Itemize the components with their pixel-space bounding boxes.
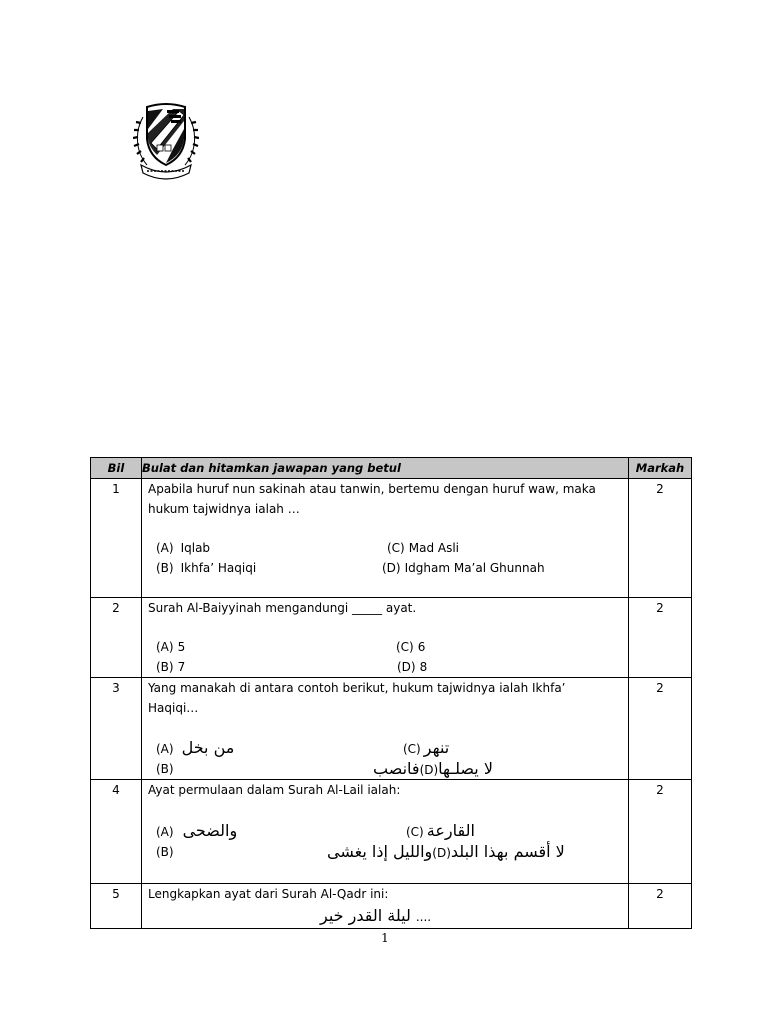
question-cell — [142, 884, 629, 929]
option-a[interactable] — [156, 637, 185, 657]
option-text: لا يصلـها — [438, 759, 493, 778]
option-text: فانصب — [373, 759, 420, 778]
option-label: (A) — [156, 825, 174, 839]
option-text: والليل إذا يغشى — [327, 842, 433, 861]
option-text: Idgham Ma’al Ghunnah — [404, 561, 545, 575]
option-label: (C) — [406, 825, 424, 839]
question-number: 5 — [91, 884, 142, 929]
option-label: (C) — [396, 640, 414, 654]
option-label: (D) — [419, 763, 439, 777]
question-cell — [142, 678, 629, 780]
answer-line[interactable] — [320, 906, 431, 926]
markah-value: 2 — [629, 780, 692, 884]
option-d[interactable] — [382, 558, 545, 578]
option-label: (D) — [432, 846, 451, 860]
option-a[interactable] — [156, 538, 210, 558]
table-row — [91, 884, 692, 929]
option-c[interactable] — [396, 637, 425, 657]
option-label: (D) — [382, 561, 401, 575]
question-stem-line: Apabila huruf nun sakinah atau tanwin, bertemu dengan huruf waw, maka — [148, 482, 596, 496]
option-label: (A) — [156, 742, 174, 756]
markah-value: 2 — [629, 598, 692, 678]
option-b[interactable] — [156, 558, 256, 578]
option-label: (B) — [156, 660, 174, 674]
question-number: 3 — [91, 678, 142, 780]
option-text: 6 — [417, 640, 426, 654]
option-a[interactable] — [156, 738, 234, 758]
table-row — [91, 479, 692, 598]
option-b[interactable] — [156, 759, 174, 779]
header-bil: Bil — [91, 458, 142, 479]
school-crest-icon — [133, 99, 199, 181]
option-c[interactable] — [406, 821, 475, 841]
page-number: 1 — [381, 931, 389, 945]
header-markah: Markah — [629, 458, 692, 479]
question-cell — [142, 479, 629, 598]
answer-text: ليلة القدر خير — [320, 906, 411, 925]
question-stem-line: Surah Al-Baiyyinah mengandungi _____ ayat. — [148, 601, 417, 615]
question-stem-line: Yang manakah di antara contoh berikut, hukum tajwidnya ialah Ikhfa’ — [148, 681, 566, 695]
option-text: تنهر — [423, 738, 450, 757]
question-stem-line: Ayat permulaan dalam Surah Al-Lail ialah: — [148, 783, 401, 797]
option-label: (D) — [397, 660, 416, 674]
option-label: (A) — [156, 640, 174, 654]
option-b[interactable] — [156, 842, 174, 862]
option-d[interactable] — [397, 657, 427, 677]
question-number: 1 — [91, 479, 142, 598]
table-row — [91, 780, 692, 884]
option-label: (B) — [156, 845, 174, 859]
option-text: لا أقسم بهذا البلد — [450, 842, 565, 861]
table-row — [91, 678, 692, 780]
option-b-d-line[interactable] — [327, 842, 565, 862]
option-a[interactable] — [156, 821, 237, 841]
option-text: Iqlab — [180, 541, 211, 555]
option-b-d-line[interactable] — [373, 759, 493, 779]
option-text: القارعة — [426, 821, 475, 840]
question-cell — [142, 780, 629, 884]
option-text: من بخل — [181, 738, 235, 757]
table-header-row — [91, 458, 692, 479]
markah-value: 2 — [629, 678, 692, 780]
option-label: (C) — [403, 742, 421, 756]
question-table — [90, 457, 692, 929]
question-stem-line: Haqiqi… — [148, 701, 199, 715]
table-row — [91, 598, 692, 678]
option-text: Ikhfa’ Haqiqi — [180, 561, 257, 575]
option-c[interactable] — [403, 738, 449, 758]
option-label: (B) — [156, 561, 174, 575]
option-label: (B) — [156, 762, 174, 776]
option-text: 5 — [177, 640, 186, 654]
question-cell — [142, 598, 629, 678]
option-label: (C) — [387, 541, 405, 555]
markah-value: 2 — [629, 479, 692, 598]
question-stem-line: hukum tajwidnya ialah … — [148, 502, 300, 516]
answer-dots: .... — [415, 910, 432, 924]
markah-value: 2 — [629, 884, 692, 929]
header-question: Bulat dan hitamkan jawapan yang betul — [142, 458, 629, 479]
option-text: 8 — [419, 660, 428, 674]
question-stem-line: Lengkapkan ayat dari Surah Al-Qadr ini: — [148, 887, 389, 901]
option-text: 7 — [177, 660, 186, 674]
question-number: 2 — [91, 598, 142, 678]
option-b[interactable] — [156, 657, 185, 677]
option-text: Mad Asli — [408, 541, 460, 555]
question-number: 4 — [91, 780, 142, 884]
option-text: والضحى — [182, 821, 238, 840]
option-c[interactable] — [387, 538, 459, 558]
option-label: (A) — [156, 541, 174, 555]
